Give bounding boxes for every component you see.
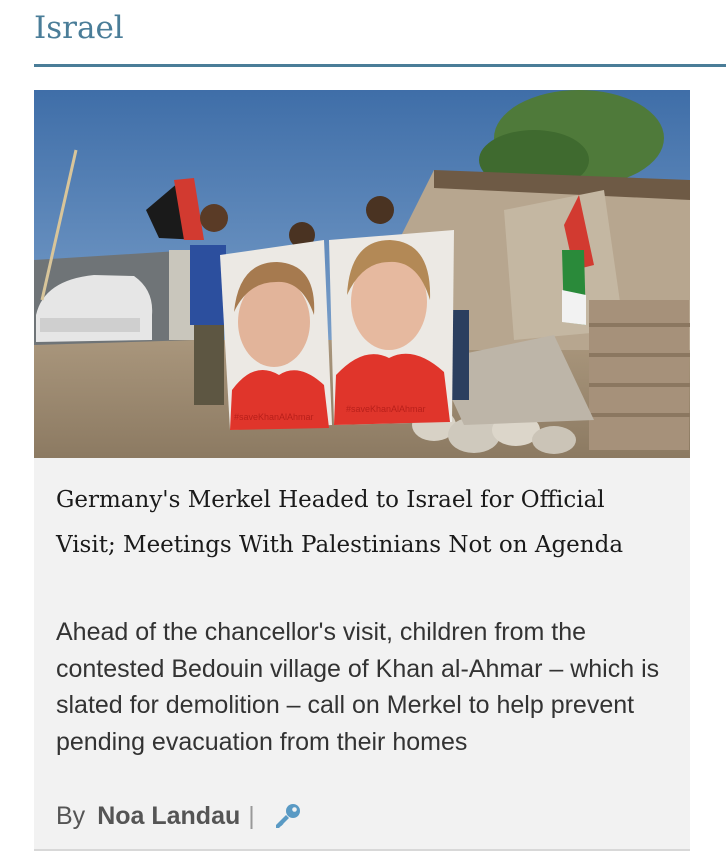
section-title[interactable]: Israel (34, 10, 124, 46)
poster-caption-left: #saveKhanAlAhmar (234, 412, 314, 422)
key-icon[interactable] (273, 801, 303, 831)
author-link[interactable]: Noa Landau (97, 801, 241, 830)
article-summary: Ahead of the chancellor's visit, children from the contested Bedouin village of Khan al-Ahmar – which is slated for demolition – call on Merkel to help prevent pending evacuation from their homes (56, 618, 660, 756)
byline-prefix: By (56, 801, 86, 830)
section-divider (34, 64, 726, 67)
article-headline[interactable]: Germany's Merkel Headed to Israel for Official Visit; Meetings With Palestinians Not on Agenda (56, 487, 624, 558)
article-card[interactable] (34, 90, 690, 851)
card-bottom-border (34, 849, 690, 851)
byline-separator: | (248, 801, 255, 830)
poster-caption-right: #saveKhanAlAhmar (346, 404, 426, 414)
article-photo[interactable] (34, 90, 690, 458)
byline (56, 798, 303, 834)
